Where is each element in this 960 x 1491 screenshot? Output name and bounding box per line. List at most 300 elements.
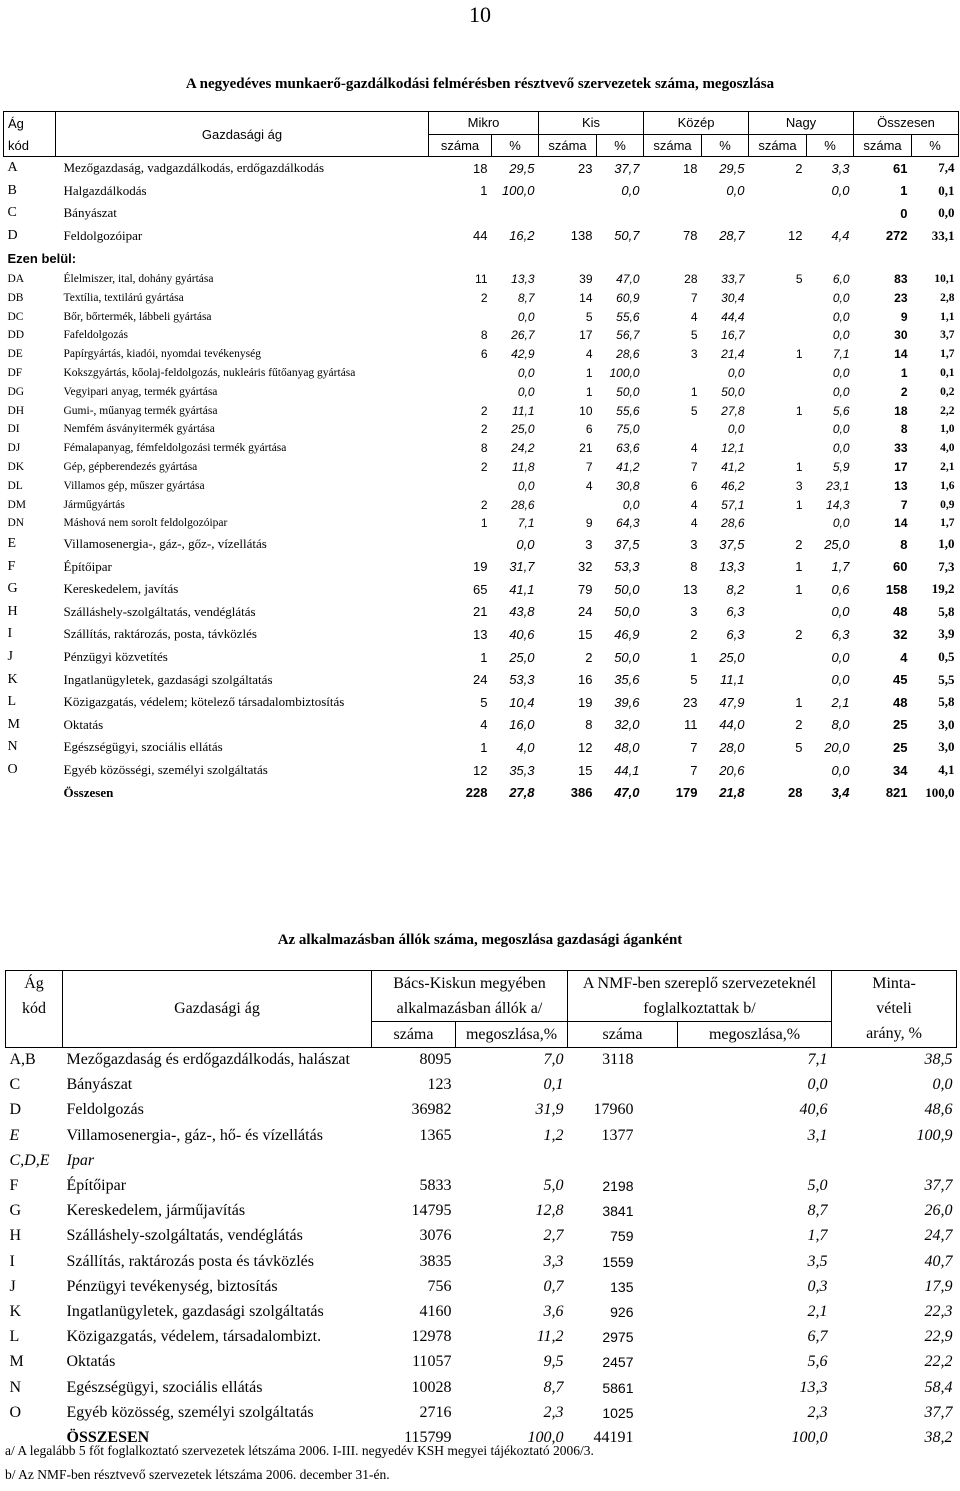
cell-count: 30 — [894, 328, 908, 343]
cell-count: 2 — [480, 460, 488, 475]
cell-pct: 1,1 — [940, 310, 955, 323]
cell-pct: 0,2 — [940, 385, 955, 398]
table-row — [4, 382, 959, 401]
header2-nmf-2: foglalkoztattak b/ — [568, 996, 832, 1022]
header-sub-count: száma — [429, 134, 492, 157]
row-code: DH — [7, 404, 25, 417]
cell-pct: 42,9 — [511, 347, 535, 362]
cell-count: 11 — [475, 272, 488, 287]
row-branch: Oktatás — [66, 1353, 116, 1371]
cell-pct: 5,8 — [938, 603, 955, 619]
cell-count: 7 — [690, 762, 698, 778]
table-row — [6, 1224, 957, 1249]
row-branch: Pénzügyi tevékenység, biztosítás — [66, 1277, 278, 1295]
cell-b: 1377 — [601, 1126, 634, 1144]
cell-pct: 0,9 — [940, 498, 955, 511]
cell-ap: 31,9 — [535, 1101, 564, 1119]
cell-count: 18 — [683, 160, 698, 176]
header-sub-pct: % — [912, 134, 959, 157]
cell-pct: 44,4 — [721, 309, 745, 324]
cell-m: 48,6 — [924, 1101, 953, 1119]
cell-count: 8 — [480, 328, 488, 343]
cell-pct: 19,2 — [931, 581, 955, 597]
cell-ap: 2,7 — [543, 1227, 564, 1245]
cell-count: 8 — [585, 717, 593, 733]
row-branch: Kereskedelem, járműjavítás — [66, 1202, 246, 1220]
row-branch: ÖSSZESEN — [66, 1428, 150, 1446]
row-code: DF — [7, 367, 23, 380]
cell-pct — [807, 202, 854, 225]
cell-count — [539, 495, 597, 514]
cell-pct: 30,8 — [616, 478, 640, 493]
cell-a: 3835 — [419, 1252, 452, 1270]
header2-sub-dist-a: megoszlása,% — [456, 1022, 568, 1048]
cell-count: 4 — [690, 441, 698, 456]
cell-count: 9 — [585, 516, 593, 531]
table-row — [4, 578, 959, 601]
cell-count: 23 — [578, 160, 593, 176]
cell-pct: 3,3 — [831, 160, 850, 176]
cell-count — [429, 364, 492, 383]
cell-pct: 4,0 — [516, 739, 535, 755]
cell-count — [429, 382, 492, 401]
cell-pct: 6,3 — [726, 626, 745, 642]
cell-count — [749, 326, 807, 345]
cell-count: 18 — [473, 160, 488, 176]
cell-count: 179 — [675, 785, 698, 801]
cell-count: 15 — [578, 762, 593, 778]
header2-bk-2: alkalmazásban állók a/ — [372, 996, 568, 1022]
cell-m: 0,0 — [932, 1076, 953, 1094]
cell-count — [749, 646, 807, 669]
cell-a: 123 — [427, 1076, 452, 1094]
cell-ap — [456, 1148, 568, 1173]
cell-pct: 0,0 — [831, 672, 850, 688]
cell-count: 158 — [885, 581, 908, 597]
cell-count: 6 — [585, 422, 593, 437]
cell-pct: 0,0 — [832, 328, 850, 343]
cell-pct: 75,0 — [616, 422, 640, 437]
cell-pct: 32,0 — [614, 717, 640, 733]
cell-pct: 57,1 — [721, 497, 745, 512]
cell-count: 5 — [795, 272, 803, 287]
cell-pct: 46,9 — [614, 626, 640, 642]
cell-count: 33 — [894, 441, 908, 456]
table-row — [4, 326, 959, 345]
cell-a: 3076 — [419, 1227, 452, 1245]
cell-m: 22,3 — [924, 1302, 953, 1320]
row-code: F — [7, 558, 16, 574]
cell-m: 22,9 — [924, 1328, 953, 1346]
cell-count — [749, 514, 807, 533]
cell-count — [749, 179, 807, 202]
cell-count: 1 — [795, 581, 803, 597]
cell-pct: 50,0 — [614, 604, 640, 620]
cell-pct: 5,8 — [938, 694, 955, 710]
cell-pct: 2,1 — [940, 461, 955, 474]
table-row — [4, 476, 959, 495]
row-code: A,B — [9, 1051, 36, 1069]
cell-pct: 55,6 — [616, 309, 640, 324]
cell-b: 926 — [610, 1303, 634, 1320]
cell-count: 24 — [473, 672, 488, 688]
table-row — [4, 736, 959, 759]
cell-count: 8 — [900, 422, 908, 437]
table-row — [4, 364, 959, 383]
cell-count: 3 — [585, 536, 593, 552]
cell-count: 1 — [690, 649, 698, 665]
cell-pct: 0,0 — [517, 309, 535, 324]
cell-bp: 0,0 — [807, 1076, 828, 1094]
cell-pct: 14,3 — [826, 497, 850, 512]
cell-m: 38,5 — [924, 1051, 953, 1069]
cell-pct: 25,0 — [719, 649, 745, 665]
cell-b — [568, 1148, 678, 1173]
page-number: 10 — [469, 2, 491, 27]
cell-pct: 0,0 — [832, 366, 850, 381]
row-branch: Közigazgatás, védelem; kötelező társadalombiztosítás — [63, 694, 345, 710]
header-sub-count: száma — [644, 134, 702, 157]
table-row — [6, 1073, 957, 1098]
cell-pct: 6,3 — [831, 626, 850, 642]
cell-pct: 0,0 — [517, 478, 535, 493]
cell-pct: 41,2 — [721, 460, 745, 475]
cell-count: 2 — [585, 649, 593, 665]
cell-pct: 6,0 — [832, 272, 850, 287]
table-row — [4, 533, 959, 556]
cell-a: 4160 — [419, 1302, 452, 1320]
row-code: C,D,E — [9, 1151, 50, 1169]
cell-count — [429, 476, 492, 495]
row-branch: Feldolgozóipar — [63, 227, 143, 243]
cell-pct: 6,3 — [726, 604, 745, 620]
table-row — [6, 1098, 957, 1123]
section-label: Ezen belül: — [7, 250, 77, 266]
row-branch: Közigazgatás, védelem, társadalombizt. — [66, 1328, 322, 1346]
cell-pct: 47,0 — [614, 785, 640, 801]
cell-pct — [597, 202, 644, 225]
table-row — [4, 514, 959, 533]
cell-count — [644, 179, 702, 202]
header2-minta-2: vételi — [832, 996, 957, 1022]
table-row — [4, 555, 959, 578]
cell-bp: 100,0 — [791, 1428, 828, 1446]
cell-count — [644, 202, 702, 225]
cell-count — [749, 202, 807, 225]
cell-count: 3 — [690, 604, 698, 620]
table-row — [4, 157, 959, 180]
table-row — [6, 1274, 957, 1299]
cell-bp: 2,1 — [807, 1302, 828, 1320]
cell-pct: 37,7 — [614, 160, 640, 176]
organizations-table — [3, 111, 959, 804]
cell-pct: 0,0 — [831, 762, 850, 778]
cell-count: 34 — [893, 762, 908, 778]
cell-count: 14 — [579, 290, 593, 305]
table-row — [4, 623, 959, 646]
cell-count: 4 — [480, 717, 488, 733]
header2-minta-3: arány, % — [832, 1022, 957, 1048]
cell-pct: 50,7 — [614, 228, 640, 244]
row-code: DL — [7, 479, 23, 492]
cell-pct: 0,0 — [516, 536, 535, 552]
cell-pct: 50,0 — [614, 649, 640, 665]
cell-count: 3 — [690, 536, 698, 552]
row-branch: Oktatás — [63, 716, 104, 732]
cell-count: 2 — [480, 497, 488, 512]
header2-sub-count-a: száma — [372, 1022, 456, 1048]
cell-pct: 11,1 — [512, 403, 535, 418]
row-branch: Fémalapanyag, fémfeldolgozási termék gyártása — [63, 442, 287, 455]
cell-count: 2 — [795, 536, 803, 552]
cell-pct: 0,0 — [832, 516, 850, 531]
cell-count: 1 — [795, 694, 803, 710]
cell-pct: 28,6 — [721, 516, 745, 531]
cell-pct: 56,7 — [616, 328, 640, 343]
header-sub-count: száma — [539, 134, 597, 157]
cell-pct: 5,5 — [938, 671, 955, 687]
cell-count: 821 — [885, 785, 908, 801]
cell-count: 18 — [894, 403, 908, 418]
cell-pct: 21,8 — [719, 785, 745, 801]
cell-pct: 5,6 — [832, 403, 850, 418]
cell-m: 24,7 — [924, 1227, 953, 1245]
header2-nmf-1: A NMF-ben szereplő szervezeteknél — [568, 971, 832, 997]
cell-pct: 35,6 — [614, 672, 640, 688]
row-branch: Ingatlanügyletek, gazdasági szolgáltatás — [66, 1302, 324, 1320]
cell-pct: 0,0 — [517, 366, 535, 381]
cell-pct: 37,5 — [614, 536, 640, 552]
cell-pct: 41,1 — [509, 581, 535, 597]
cell-count: 24 — [578, 604, 593, 620]
cell-count: 8 — [480, 441, 488, 456]
cell-count: 17 — [579, 328, 593, 343]
cell-ap: 3,3 — [543, 1252, 564, 1270]
row-code: J — [7, 649, 13, 665]
row-branch: Nemfém ásványitermék gyártása — [63, 423, 215, 436]
cell-count: 272 — [885, 228, 908, 244]
cell-bp: 0,3 — [807, 1277, 828, 1295]
row-branch: Bőr, bőrtermék, lábbeli gyártása — [63, 310, 212, 323]
cell-count: 1 — [480, 183, 488, 199]
table-row — [4, 714, 959, 737]
table-row — [4, 646, 959, 669]
cell-pct: 0,0 — [622, 497, 640, 512]
cell-count: 4 — [690, 497, 698, 512]
cell-pct: 50,0 — [616, 384, 640, 399]
cell-count: 5 — [690, 672, 698, 688]
cell-count: 5 — [795, 739, 803, 755]
cell-pct: 0,0 — [831, 604, 850, 620]
row-branch: Pénzügyi közvetítés — [63, 649, 168, 665]
cell-pct: 8,2 — [726, 581, 745, 597]
cell-pct: 1,7 — [940, 517, 955, 530]
cell-count — [429, 202, 492, 225]
cell-pct: 1,7 — [940, 348, 955, 361]
cell-count — [539, 179, 597, 202]
cell-a — [372, 1148, 456, 1173]
cell-ap: 0,7 — [543, 1277, 564, 1295]
table-row — [6, 1375, 957, 1400]
table-row — [4, 691, 959, 714]
header-sub-pct: % — [492, 134, 539, 157]
cell-pct: 20,6 — [719, 762, 745, 778]
cell-count: 1 — [900, 366, 908, 381]
header-code-1: Ág — [4, 112, 56, 135]
table-row — [6, 1148, 957, 1173]
row-code: K — [7, 671, 18, 687]
row-code: DB — [7, 291, 24, 304]
cell-a: 1365 — [419, 1126, 452, 1144]
cell-count: 23 — [894, 290, 908, 305]
cell-b: 2975 — [602, 1329, 634, 1346]
cell-pct: 55,6 — [616, 403, 640, 418]
cell-count: 138 — [570, 228, 593, 244]
header2-code-1: Ág — [6, 971, 63, 997]
cell-count — [749, 382, 807, 401]
cell-pct: 41,2 — [616, 460, 640, 475]
cell-pct: 0,0 — [621, 183, 640, 199]
cell-m: 22,2 — [924, 1353, 953, 1371]
row-branch: Villamos gép, műszer gyártása — [63, 479, 205, 492]
cell-pct: 100,0 — [609, 366, 640, 381]
cell-count: 2 — [480, 290, 488, 305]
table-row — [6, 1249, 957, 1274]
cell-count: 0 — [900, 205, 908, 221]
cell-pct: 47,9 — [719, 694, 745, 710]
cell-count: 1 — [795, 347, 803, 362]
table-row — [4, 668, 959, 691]
cell-count: 1 — [585, 384, 593, 399]
cell-pct: 31,7 — [509, 559, 535, 575]
table-row — [4, 458, 959, 477]
row-code: O — [7, 762, 18, 778]
cell-count: 32 — [893, 626, 908, 642]
table-row — [4, 439, 959, 458]
cell-pct: 3,4 — [831, 785, 850, 801]
cell-pct: 0,5 — [938, 649, 955, 665]
cell-pct: 35,3 — [509, 762, 535, 778]
cell-pct: 16,0 — [509, 717, 535, 733]
row-code: DE — [7, 348, 23, 361]
row-code: N — [9, 1378, 22, 1396]
row-branch: Építőipar — [63, 558, 112, 574]
row-branch: Bányászat — [63, 205, 117, 221]
cell-pct: 7,3 — [938, 558, 955, 574]
header-code-2: kód — [4, 134, 56, 157]
cell-m: 58,4 — [924, 1378, 953, 1396]
cell-a: 14795 — [411, 1202, 452, 1220]
cell-count: 14 — [894, 516, 908, 531]
row-branch: Feldolgozás — [66, 1101, 144, 1119]
cell-pct: 13,3 — [511, 272, 535, 287]
table2-title: Az alkalmazásban állók száma, megoszlása gazdasági áganként — [277, 932, 683, 948]
row-branch: Papírgyártás, kiadói, nyomdai tevékenység — [63, 348, 261, 361]
cell-bp: 2,3 — [807, 1403, 828, 1421]
row-branch: Összesen — [63, 784, 114, 800]
cell-pct: 53,3 — [614, 559, 640, 575]
cell-pct: 0,0 — [831, 649, 850, 665]
cell-count: 1 — [795, 497, 803, 512]
cell-count: 12 — [788, 228, 803, 244]
cell-count: 39 — [579, 272, 593, 287]
cell-count: 228 — [465, 785, 488, 801]
row-branch: Máshová nem sorolt feldolgozóipar — [63, 517, 228, 530]
cell-b: 1025 — [602, 1404, 634, 1421]
cell-pct: 24,2 — [511, 441, 535, 456]
table-row — [6, 1325, 957, 1350]
cell-bp: 3,5 — [807, 1252, 828, 1270]
cell-pct: 0,0 — [832, 384, 850, 399]
cell-pct: 0,0 — [832, 441, 850, 456]
cell-pct: 60,9 — [616, 290, 640, 305]
header-sub-pct: % — [807, 134, 854, 157]
cell-bp — [678, 1148, 832, 1173]
cell-pct: 37,5 — [719, 536, 745, 552]
table-row — [4, 420, 959, 439]
cell-count: 17 — [894, 460, 908, 475]
table-row — [6, 1400, 957, 1425]
cell-b: 2457 — [602, 1354, 634, 1371]
cell-pct: 48,0 — [614, 739, 640, 755]
header-group-mikro: Mikro — [429, 112, 539, 135]
header2-minta-1: Minta- — [832, 971, 957, 997]
cell-count: 4 — [690, 516, 698, 531]
cell-count: 5 — [690, 403, 698, 418]
cell-m — [832, 1148, 957, 1173]
cell-pct: 28,0 — [719, 739, 745, 755]
cell-pct: 10,4 — [509, 694, 535, 710]
cell-pct: 23,1 — [826, 478, 850, 493]
cell-count: 4 — [585, 478, 593, 493]
row-branch: Mezőgazdaság és erdőgazdálkodás, halászat — [66, 1051, 350, 1069]
cell-pct: 0,0 — [727, 366, 745, 381]
cell-count: 13 — [473, 626, 488, 642]
cell-b: 44191 — [593, 1428, 634, 1446]
header2-code-2: kód — [6, 996, 63, 1022]
cell-count: 1 — [795, 460, 803, 475]
header-sub-count: száma — [854, 134, 912, 157]
cell-pct: 39,6 — [614, 694, 640, 710]
header-group-kozep: Közép — [644, 112, 749, 135]
row-code: H — [9, 1227, 22, 1245]
cell-pct: 8,7 — [517, 290, 535, 305]
row-branch: Villamosenergia-, gáz-, hő- és vízellátás — [66, 1126, 323, 1144]
cell-pct: 25,0 — [824, 536, 850, 552]
row-branch: Szálláshely-szolgáltatás, vendéglátás — [63, 603, 256, 619]
row-branch: Bányászat — [66, 1076, 133, 1094]
cell-a: 5833 — [419, 1177, 452, 1195]
cell-count: 7 — [690, 460, 698, 475]
cell-a: 12978 — [411, 1328, 452, 1346]
cell-count: 28 — [684, 272, 698, 287]
cell-pct: 4,4 — [831, 228, 850, 244]
cell-count: 6 — [480, 347, 488, 362]
row-branch: Egyéb közösségi, személyi szolgáltatás — [63, 762, 268, 778]
cell-count — [429, 307, 492, 326]
header-sub-pct: % — [702, 134, 749, 157]
cell-count: 48 — [893, 694, 908, 710]
cell-bp: 1,7 — [807, 1227, 828, 1245]
cell-a: 2716 — [419, 1403, 452, 1421]
cell-pct: 50,0 — [721, 384, 745, 399]
cell-pct: 16,2 — [509, 228, 535, 244]
row-branch: Egészségügyi, szociális ellátás — [66, 1378, 263, 1396]
cell-pct — [492, 202, 539, 225]
cell-pct: 1,0 — [938, 536, 955, 552]
cell-b: 3118 — [602, 1051, 634, 1069]
cell-count: 2 — [795, 626, 803, 642]
